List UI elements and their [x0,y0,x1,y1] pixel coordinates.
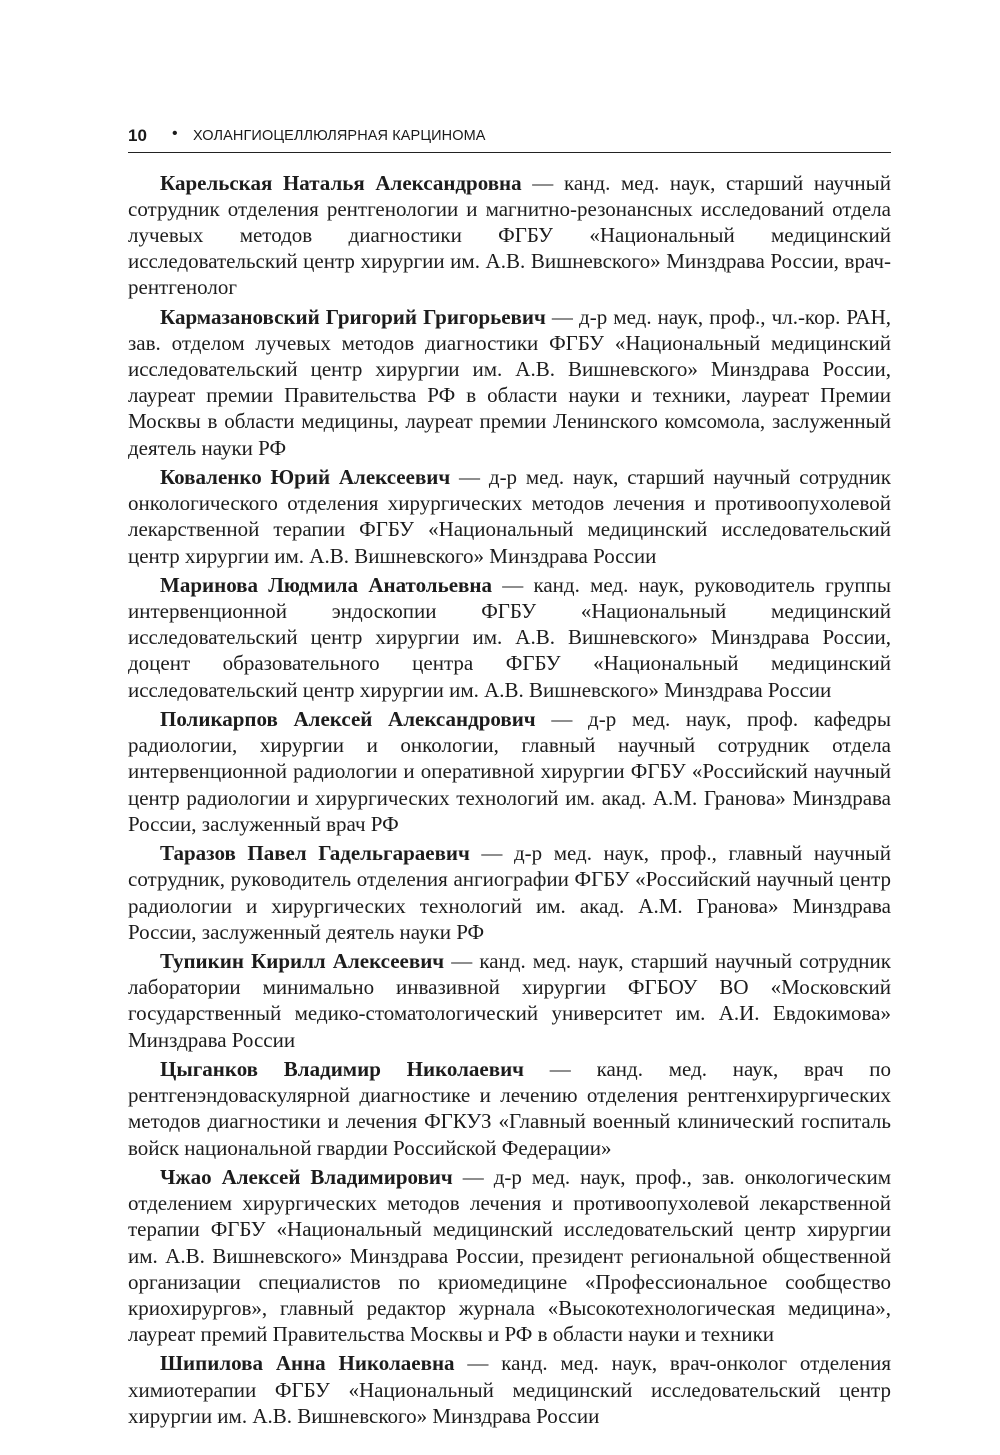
contributor-description: — д-р мед. наук, проф. кафедры радиологии, хирургии и онкологии, главный научный сотрудник отдела интервенционной радиологии и оперативной хирургии ФГБУ «Российский научный центр радиологии и хирургических технологий им. акад. А.М. Гранова» Минздрава России, заслуженный врач РФ [128,707,891,836]
contributor-name: Таразов Павел Гадельгараевич [160,841,470,866]
contributor-entry [128,1350,891,1428]
contributor-name: Поликарпов Алексей Александрович [160,707,536,732]
contributor-name: Кармазановский Григорий Григорьевич [160,305,546,330]
contributor-description: — канд. мед. наук, врач по рентгенэндоваскулярной диагностике и лечению отделения рентгенхирургических методов диагностики и лечения ФГКУЗ «Главный военный клинический госпиталь войск национальной гвардии Российской Федерации» [128,1057,891,1160]
contributor-description: — канд. мед. наук, старший научный сотрудник отделения рентгенологии и магнитно-резонансных исследований отдела лучевых методов диагностики ФГБУ «Национальный медицинский исследовательский центр хирургии им. А.В. Вишневского» Минздрава России, врач-рентгенолог [128,171,891,300]
contributor-name: Цыганков Владимир Николаевич [160,1057,525,1082]
contributor-entry [128,572,891,702]
contributor-entry [128,304,891,461]
contributor-entry [128,170,891,300]
contributor-name: Маринова Людмила Анатольевна [160,573,492,598]
contributor-entry [128,1164,891,1347]
contributor-entry [128,840,891,944]
contributor-entry [128,706,891,836]
contributor-name: Коваленко Юрий Алексеевич [160,465,451,490]
contributor-name: Тупикин Кирилл Алексеевич [160,949,445,974]
contributor-description: — канд. мед. наук, руководитель группы интервенционной эндоскопии ФГБУ «Национальный медицинский исследовательский центр хирургии им. А.В. Вишневского» Минздрава России, доцент образовательного центра ФГБУ «Национальный медицинский исследовательский центр хирургии им. А.В. Вишневского» Минздрава России [128,573,891,702]
contributors-list [128,170,891,1432]
contributor-description: — д-р мед. наук, проф., зав. онкологическим отделением хирургических методов лечения и противоопухолевой лекарственной терапии ФГБУ «Национальный медицинский исследовательский центр хирургии им. А.В. Вишневского» Минздрава России, президент региональной общественной организации специалистов по криомедицине «Профессиональное сообщество криохирургов», главный редактор журнала «Высокотехнологическая медицина», лауреат премий Правительства Москвы и РФ в области науки и техники [128,1165,891,1346]
contributor-name: Чжао Алексей Владимирович [160,1165,453,1190]
contributor-name: Карельская Наталья Александровна [160,171,522,195]
contributor-entry [128,948,891,1052]
contributor-name: Шипилова Анна Николаевна [160,1351,455,1376]
contributor-description: — д-р мед. наук, старший научный сотрудник онкологического отделения хирургических методов лечения и противоопухолевой лекарственной терапии ФГБУ «Национальный медицинский исследовательский центр хирургии им. А.В. Вишневского» Минздрава России [128,465,891,568]
contributor-description: — канд. мед. наук, врач-онколог отделения химиотерапии ФГБУ «Национальный медицинский исследовательский центр хирургии им. А.В. Вишневского» Минздрава России [128,1351,891,1428]
running-head [128,124,891,153]
contributor-entry [128,464,891,568]
bullet-separator: • [172,125,178,142]
section-title: ХОЛАНГИОЦЕЛЛЮЛЯРНАЯ КАРЦИНОМА [193,128,486,144]
contributor-description: — д-р мед. наук, проф., главный научный сотрудник, руководитель отделения ангиографии ФГБУ «Российский научный центр радиологии и хирургических технологий им. акад. А.М. Гранова» Минздрава России, заслуженный деятель науки РФ [128,841,891,944]
contributor-entry [128,1056,891,1160]
contributor-description: — канд. мед. наук, старший научный сотрудник лаборатории минимально инвазивной хирургии ФГБОУ ВО «Московский государственный медико-стоматологический университет им. А.И. Евдокимова» Минздрава России [128,949,891,1052]
page-number: 10 [128,126,147,145]
contributor-description: — д-р мед. наук, проф., чл.-кор. РАН, зав. отделом лучевых методов диагностики ФГБУ «Национальный медицинский исследовательский центр хирургии им. А.В. Вишневского» Минздрава России, лауреат премии Правительства РФ в области науки и техники, лауреат Премии Москвы в области медицины, лауреат премии Ленинского комсомола, заслуженный деятель науки РФ [128,305,891,460]
